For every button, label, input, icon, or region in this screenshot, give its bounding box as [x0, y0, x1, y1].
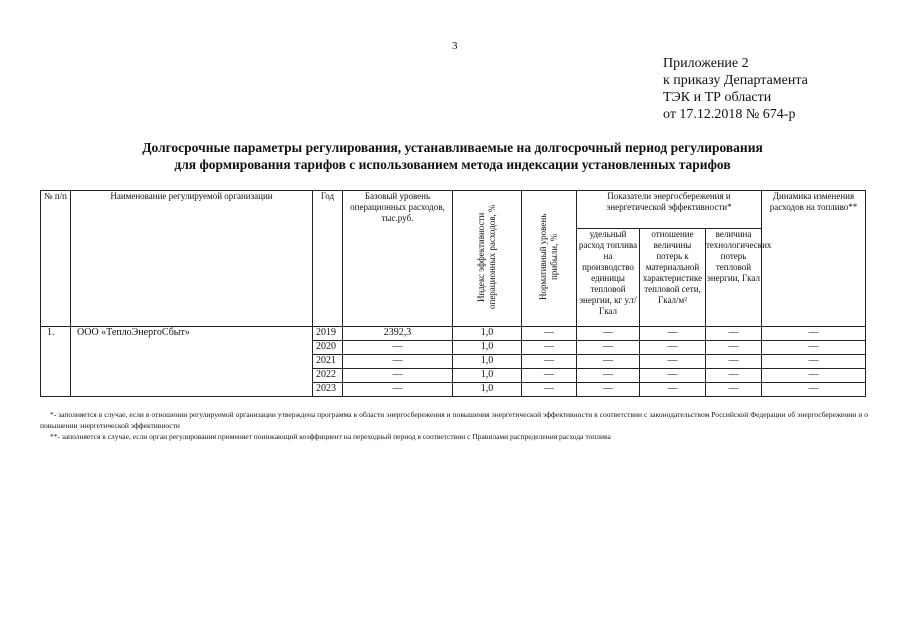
cell-fuel-specific: —: [577, 341, 640, 355]
cell-efficiency-index: 1,0: [453, 327, 522, 341]
organization-name: ООО «ТеплоЭнергоСбыт»: [71, 327, 313, 397]
title-line: Долгосрочные параметры регулирования, устанавливаемые на долгосрочный период регулирования: [142, 140, 763, 155]
appendix-line: Приложение 2: [663, 56, 749, 71]
row-number: 1.: [41, 327, 71, 397]
cell-loss-ratio: —: [640, 383, 706, 397]
cell-loss-ratio: —: [640, 369, 706, 383]
cell-profit-level: —: [522, 355, 577, 369]
cell-profit-level: —: [522, 369, 577, 383]
header-efficiency-index: Индекс эффективности операционных расходов, %: [476, 204, 497, 310]
header-org: Наименование регулируемой организации: [71, 191, 313, 327]
appendix-line: к приказу Департамента: [663, 73, 808, 88]
header-loss-ratio: отношение величины потерь к материальной характеристике тепловой сети, Гкал/м²: [640, 229, 706, 327]
page-number: 3: [452, 40, 458, 52]
cell-efficiency-index: 1,0: [453, 383, 522, 397]
cell-fuel-dynamics: —: [762, 327, 866, 341]
cell-base-level: —: [343, 369, 453, 383]
cell-base-level: 2392,3: [343, 327, 453, 341]
cell-loss-ratio: —: [640, 355, 706, 369]
cell-fuel-specific: —: [577, 327, 640, 341]
appendix-block: [663, 55, 808, 123]
cell-fuel-dynamics: —: [762, 355, 866, 369]
header-profit-level-cell: [522, 191, 577, 327]
footnote-2: **- заполняется в случае, если орган регулирования применяет понижающий коэффициент на переходный период в соответствии с Правилами распределения расхода топлива: [50, 432, 611, 441]
header-efficiency-index-cell: [453, 191, 522, 327]
cell-year: 2019: [313, 327, 343, 341]
document-title: [0, 139, 905, 173]
cell-year: 2023: [313, 383, 343, 397]
cell-tech-losses: —: [706, 341, 762, 355]
cell-efficiency-index: 1,0: [453, 341, 522, 355]
table-row: [41, 327, 866, 341]
regulation-parameters-table: [40, 190, 866, 397]
header-profit-level: Нормативный уровень прибыли, %: [538, 213, 559, 301]
header-base-level: Базовый уровень операционных расходов, тыс.руб.: [343, 191, 453, 327]
cell-profit-level: —: [522, 383, 577, 397]
cell-tech-losses: —: [706, 327, 762, 341]
header-fuel-specific: удельный расход топлива на производство единицы тепловой энергии, кг у.т/Гкал: [577, 229, 640, 327]
cell-tech-losses: —: [706, 383, 762, 397]
cell-fuel-specific: —: [577, 355, 640, 369]
cell-year: 2022: [313, 369, 343, 383]
header-num: № п/п: [41, 191, 71, 327]
footnote-1: *- заполняется в случае, если в отношении регулируемой организации утверждена программа в области энергосбережения и повышения энергетической эффективности в соответствии с законодательством Российской Федерации об энергосбережении и о повышении энергетической эффективности: [40, 410, 868, 430]
title-line: для формирования тарифов с использованием метода индексации установленных тарифов: [174, 157, 731, 172]
header-year: Год: [313, 191, 343, 327]
cell-fuel-dynamics: —: [762, 383, 866, 397]
appendix-line: от 17.12.2018 № 674-р: [663, 107, 796, 122]
cell-fuel-dynamics: —: [762, 369, 866, 383]
cell-loss-ratio: —: [640, 341, 706, 355]
header-tech-losses: величина технологических потерь тепловой энергии, Гкал: [706, 229, 762, 327]
cell-efficiency-index: 1,0: [453, 355, 522, 369]
cell-year: 2020: [313, 341, 343, 355]
cell-profit-level: —: [522, 327, 577, 341]
footnotes: [40, 409, 868, 442]
appendix-line: ТЭК и ТР области: [663, 90, 772, 105]
cell-fuel-specific: —: [577, 369, 640, 383]
cell-loss-ratio: —: [640, 327, 706, 341]
cell-fuel-dynamics: —: [762, 341, 866, 355]
cell-tech-losses: —: [706, 355, 762, 369]
cell-base-level: —: [343, 341, 453, 355]
cell-base-level: —: [343, 383, 453, 397]
cell-efficiency-index: 1,0: [453, 369, 522, 383]
cell-year: 2021: [313, 355, 343, 369]
header-energy-group: Показатели энергосбережения и энергетической эффективности*: [577, 191, 762, 229]
cell-profit-level: —: [522, 341, 577, 355]
cell-tech-losses: —: [706, 369, 762, 383]
cell-fuel-specific: —: [577, 383, 640, 397]
cell-base-level: —: [343, 355, 453, 369]
header-fuel-dynamics: Динамика изменения расходов на топливо**: [762, 191, 866, 327]
